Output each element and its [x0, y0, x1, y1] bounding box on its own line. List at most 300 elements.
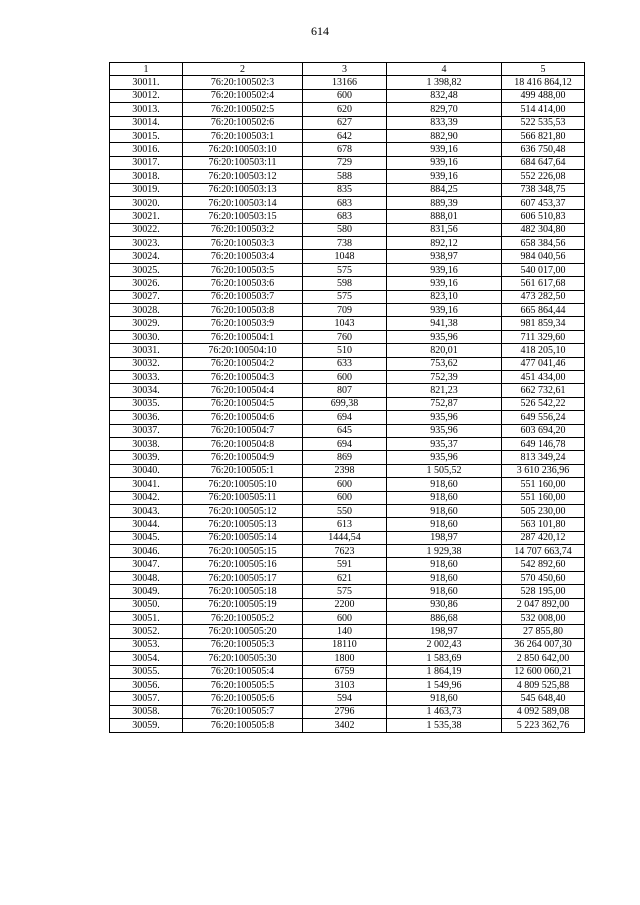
table-row — [110, 116, 585, 129]
table-row — [110, 638, 585, 651]
cadastral-number-cell: 76:20:100505:5 — [183, 678, 303, 691]
specific-value-cell: 821,23 — [387, 384, 502, 397]
row-number-cell: 30039. — [110, 451, 183, 464]
table-row — [110, 263, 585, 276]
cadastral-number-cell: 76:20:100505:12 — [183, 504, 303, 517]
specific-value-cell: 1 535,38 — [387, 719, 502, 732]
specific-value-cell: 1 398,82 — [387, 76, 502, 89]
area-cell: 678 — [303, 143, 387, 156]
cadastral-number-cell: 76:20:100505:11 — [183, 491, 303, 504]
cadastral-number-cell: 76:20:100505:15 — [183, 545, 303, 558]
row-number-cell: 30040. — [110, 464, 183, 477]
table-row — [110, 545, 585, 558]
row-number-cell: 30034. — [110, 384, 183, 397]
table-row — [110, 437, 585, 450]
area-cell: 683 — [303, 210, 387, 223]
table-row — [110, 652, 585, 665]
area-cell: 13166 — [303, 76, 387, 89]
cadastral-number-cell: 76:20:100503:2 — [183, 223, 303, 236]
specific-value-cell: 832,48 — [387, 89, 502, 102]
table-row — [110, 384, 585, 397]
cadastral-value-cell: 649 146,78 — [502, 437, 585, 450]
table-row — [110, 491, 585, 504]
cadastral-value-cell: 482 304,80 — [502, 223, 585, 236]
specific-value-cell: 198,97 — [387, 531, 502, 544]
row-number-cell: 30022. — [110, 223, 183, 236]
area-cell: 738 — [303, 237, 387, 250]
cadastral-value-cell: 526 542,22 — [502, 397, 585, 410]
cadastral-number-cell: 76:20:100504:7 — [183, 424, 303, 437]
table-row — [110, 571, 585, 584]
row-number-cell: 30054. — [110, 652, 183, 665]
specific-value-cell: 939,16 — [387, 156, 502, 169]
page-number: 614 — [311, 24, 329, 38]
cadastral-number-cell: 76:20:100503:15 — [183, 210, 303, 223]
row-number-cell: 30048. — [110, 571, 183, 584]
cadastral-value-cell: 12 600 060,21 — [502, 665, 585, 678]
area-cell: 600 — [303, 612, 387, 625]
cadastral-value-cell: 551 160,00 — [502, 478, 585, 491]
table-row — [110, 290, 585, 303]
table-row — [110, 277, 585, 290]
area-cell: 588 — [303, 170, 387, 183]
row-number-cell: 30021. — [110, 210, 183, 223]
cadastral-value-cell: 813 349,24 — [502, 451, 585, 464]
specific-value-cell: 892,12 — [387, 237, 502, 250]
cadastral-number-cell: 76:20:100504:4 — [183, 384, 303, 397]
cadastral-number-cell: 76:20:100505:2 — [183, 612, 303, 625]
cadastral-number-cell: 76:20:100505:20 — [183, 625, 303, 638]
specific-value-cell: 938,97 — [387, 250, 502, 263]
specific-value-cell: 753,62 — [387, 357, 502, 370]
cadastral-number-cell: 76:20:100504:1 — [183, 330, 303, 343]
cadastral-number-cell: 76:20:100505:30 — [183, 652, 303, 665]
area-cell: 598 — [303, 277, 387, 290]
cadastral-number-cell: 76:20:100505:6 — [183, 692, 303, 705]
specific-value-cell: 1 463,73 — [387, 705, 502, 718]
row-number-cell: 30018. — [110, 170, 183, 183]
specific-value-cell: 918,60 — [387, 558, 502, 571]
row-number-cell: 30013. — [110, 103, 183, 116]
row-number-cell: 30047. — [110, 558, 183, 571]
cadastral-number-cell: 76:20:100503:12 — [183, 170, 303, 183]
table-row — [110, 143, 585, 156]
table-row — [110, 344, 585, 357]
table-row — [110, 89, 585, 102]
cadastral-value-cell: 561 617,68 — [502, 277, 585, 290]
cadastral-value-cell: 606 510,83 — [502, 210, 585, 223]
cadastral-number-cell: 76:20:100505:4 — [183, 665, 303, 678]
row-number-cell: 30042. — [110, 491, 183, 504]
table-row — [110, 719, 585, 732]
column-header-3: 3 — [303, 63, 387, 76]
area-cell: 600 — [303, 370, 387, 383]
row-number-cell: 30027. — [110, 290, 183, 303]
table-row — [110, 585, 585, 598]
area-cell: 760 — [303, 330, 387, 343]
area-cell: 835 — [303, 183, 387, 196]
area-cell: 591 — [303, 558, 387, 571]
table-row — [110, 478, 585, 491]
area-cell: 642 — [303, 129, 387, 142]
cadastral-number-cell: 76:20:100504:3 — [183, 370, 303, 383]
cadastral-value-cell: 984 040,56 — [502, 250, 585, 263]
specific-value-cell: 918,60 — [387, 585, 502, 598]
cadastral-value-cell: 27 855,80 — [502, 625, 585, 638]
specific-value-cell: 930,86 — [387, 598, 502, 611]
cadastral-value-cell: 528 195,00 — [502, 585, 585, 598]
table-row — [110, 357, 585, 370]
area-cell: 3103 — [303, 678, 387, 691]
cadastral-number-cell: 76:20:100504:6 — [183, 411, 303, 424]
row-number-cell: 30058. — [110, 705, 183, 718]
row-number-cell: 30030. — [110, 330, 183, 343]
row-number-cell: 30041. — [110, 478, 183, 491]
cadastral-value-cell: 711 329,60 — [502, 330, 585, 343]
column-header-1: 1 — [110, 63, 183, 76]
specific-value-cell: 939,16 — [387, 170, 502, 183]
row-number-cell: 30043. — [110, 504, 183, 517]
cadastral-number-cell: 76:20:100505:14 — [183, 531, 303, 544]
area-cell: 683 — [303, 196, 387, 209]
cadastral-value-cell: 551 160,00 — [502, 491, 585, 504]
cadastral-value-cell: 603 694,20 — [502, 424, 585, 437]
row-number-cell: 30026. — [110, 277, 183, 290]
row-number-cell: 30019. — [110, 183, 183, 196]
table-row — [110, 612, 585, 625]
cadastral-value-cell: 2 850 642,00 — [502, 652, 585, 665]
area-cell: 645 — [303, 424, 387, 437]
cadastral-value-cell: 4 809 525,88 — [502, 678, 585, 691]
cadastral-value-cell: 636 750,48 — [502, 143, 585, 156]
cadastral-number-cell: 76:20:100503:4 — [183, 250, 303, 263]
cadastral-number-cell: 76:20:100503:1 — [183, 129, 303, 142]
table-row — [110, 304, 585, 317]
cadastral-value-cell: 2 047 892,00 — [502, 598, 585, 611]
cadastral-number-cell: 76:20:100505:16 — [183, 558, 303, 571]
specific-value-cell: 1 549,96 — [387, 678, 502, 691]
cadastral-number-cell: 76:20:100505:18 — [183, 585, 303, 598]
specific-value-cell: 935,96 — [387, 451, 502, 464]
row-number-cell: 30036. — [110, 411, 183, 424]
row-number-cell: 30031. — [110, 344, 183, 357]
specific-value-cell: 829,70 — [387, 103, 502, 116]
table-row — [110, 129, 585, 142]
table-row — [110, 531, 585, 544]
cadastral-value-cell: 570 450,60 — [502, 571, 585, 584]
cadastral-value-cell: 499 488,00 — [502, 89, 585, 102]
row-number-cell: 30049. — [110, 585, 183, 598]
area-cell: 694 — [303, 437, 387, 450]
area-cell: 620 — [303, 103, 387, 116]
specific-value-cell: 1 583,69 — [387, 652, 502, 665]
cadastral-number-cell: 76:20:100503:8 — [183, 304, 303, 317]
cadastral-value-cell: 684 647,64 — [502, 156, 585, 169]
table-row — [110, 692, 585, 705]
specific-value-cell: 941,38 — [387, 317, 502, 330]
area-cell: 1800 — [303, 652, 387, 665]
cadastral-number-cell: 76:20:100502:5 — [183, 103, 303, 116]
specific-value-cell: 752,87 — [387, 397, 502, 410]
area-cell: 2796 — [303, 705, 387, 718]
row-number-cell: 30012. — [110, 89, 183, 102]
specific-value-cell: 935,96 — [387, 424, 502, 437]
table-row — [110, 665, 585, 678]
row-number-cell: 30037. — [110, 424, 183, 437]
area-cell: 575 — [303, 263, 387, 276]
row-number-cell: 30024. — [110, 250, 183, 263]
cadastral-number-cell: 76:20:100502:4 — [183, 89, 303, 102]
row-number-cell: 30051. — [110, 612, 183, 625]
table-row — [110, 237, 585, 250]
specific-value-cell: 939,16 — [387, 277, 502, 290]
specific-value-cell: 935,96 — [387, 330, 502, 343]
cadastral-number-cell: 76:20:100503:10 — [183, 143, 303, 156]
table-row — [110, 397, 585, 410]
specific-value-cell: 882,90 — [387, 129, 502, 142]
table-row — [110, 76, 585, 89]
row-number-cell: 30033. — [110, 370, 183, 383]
cadastral-value-cell: 514 414,00 — [502, 103, 585, 116]
cadastral-value-cell: 542 892,60 — [502, 558, 585, 571]
table-row — [110, 250, 585, 263]
row-number-cell: 30028. — [110, 304, 183, 317]
cadastral-value-cell: 738 348,75 — [502, 183, 585, 196]
cadastral-value-cell: 36 264 007,30 — [502, 638, 585, 651]
row-number-cell: 30059. — [110, 719, 183, 732]
area-cell: 633 — [303, 357, 387, 370]
cadastral-value-cell: 658 384,56 — [502, 237, 585, 250]
cadastral-number-cell: 76:20:100503:11 — [183, 156, 303, 169]
cadastral-value-cell: 477 041,46 — [502, 357, 585, 370]
specific-value-cell: 918,60 — [387, 504, 502, 517]
row-number-cell: 30020. — [110, 196, 183, 209]
row-number-cell: 30025. — [110, 263, 183, 276]
row-number-cell: 30056. — [110, 678, 183, 691]
table-row — [110, 370, 585, 383]
row-number-cell: 30044. — [110, 518, 183, 531]
cadastral-number-cell: 76:20:100505:1 — [183, 464, 303, 477]
cadastral-number-cell: 76:20:100505:7 — [183, 705, 303, 718]
specific-value-cell: 752,39 — [387, 370, 502, 383]
cadastral-value-cell: 18 416 864,12 — [502, 76, 585, 89]
row-number-cell: 30052. — [110, 625, 183, 638]
row-number-cell: 30055. — [110, 665, 183, 678]
cadastral-value-cell: 522 535,53 — [502, 116, 585, 129]
cadastral-value-cell: 662 732,61 — [502, 384, 585, 397]
specific-value-cell: 888,01 — [387, 210, 502, 223]
specific-value-cell: 823,10 — [387, 290, 502, 303]
area-cell: 699,38 — [303, 397, 387, 410]
area-cell: 580 — [303, 223, 387, 236]
cadastral-number-cell: 76:20:100503:14 — [183, 196, 303, 209]
row-number-cell: 30014. — [110, 116, 183, 129]
table-row — [110, 464, 585, 477]
cadastral-number-cell: 76:20:100502:6 — [183, 116, 303, 129]
specific-value-cell: 198,97 — [387, 625, 502, 638]
row-number-cell: 30050. — [110, 598, 183, 611]
table-row — [110, 210, 585, 223]
cadastral-number-cell: 76:20:100505:10 — [183, 478, 303, 491]
specific-value-cell: 918,60 — [387, 692, 502, 705]
area-cell: 709 — [303, 304, 387, 317]
specific-value-cell: 935,37 — [387, 437, 502, 450]
cadastral-value-cell: 418 205,10 — [502, 344, 585, 357]
area-cell: 600 — [303, 89, 387, 102]
cadastral-value-cell: 563 101,80 — [502, 518, 585, 531]
cadastral-number-cell: 76:20:100504:10 — [183, 344, 303, 357]
table-row — [110, 156, 585, 169]
table-row — [110, 103, 585, 116]
area-cell: 807 — [303, 384, 387, 397]
area-cell: 550 — [303, 504, 387, 517]
cadastral-value-table — [109, 62, 585, 733]
specific-value-cell: 1 864,19 — [387, 665, 502, 678]
cadastral-number-cell: 76:20:100505:17 — [183, 571, 303, 584]
area-cell: 1444,54 — [303, 531, 387, 544]
cadastral-number-cell: 76:20:100502:3 — [183, 76, 303, 89]
specific-value-cell: 918,60 — [387, 478, 502, 491]
specific-value-cell: 935,96 — [387, 411, 502, 424]
area-cell: 600 — [303, 478, 387, 491]
cadastral-number-cell: 76:20:100503:9 — [183, 317, 303, 330]
area-cell: 140 — [303, 625, 387, 638]
row-number-cell: 30011. — [110, 76, 183, 89]
table-row — [110, 170, 585, 183]
area-cell: 575 — [303, 585, 387, 598]
cadastral-number-cell: 76:20:100505:13 — [183, 518, 303, 531]
row-number-cell: 30023. — [110, 237, 183, 250]
specific-value-cell: 1 505,52 — [387, 464, 502, 477]
row-number-cell: 30053. — [110, 638, 183, 651]
area-cell: 627 — [303, 116, 387, 129]
area-cell: 18110 — [303, 638, 387, 651]
specific-value-cell: 918,60 — [387, 518, 502, 531]
table-row — [110, 558, 585, 571]
row-number-cell: 30029. — [110, 317, 183, 330]
cadastral-number-cell: 76:20:100505:3 — [183, 638, 303, 651]
cadastral-number-cell: 76:20:100504:8 — [183, 437, 303, 450]
specific-value-cell: 884,25 — [387, 183, 502, 196]
area-cell: 7623 — [303, 545, 387, 558]
table-row — [110, 330, 585, 343]
table-row — [110, 223, 585, 236]
row-number-cell: 30038. — [110, 437, 183, 450]
area-cell: 2398 — [303, 464, 387, 477]
area-cell: 1043 — [303, 317, 387, 330]
cadastral-number-cell: 76:20:100503:13 — [183, 183, 303, 196]
row-number-cell: 30032. — [110, 357, 183, 370]
area-cell: 621 — [303, 571, 387, 584]
cadastral-number-cell: 76:20:100504:9 — [183, 451, 303, 464]
table-row — [110, 625, 585, 638]
specific-value-cell: 918,60 — [387, 491, 502, 504]
cadastral-number-cell: 76:20:100505:19 — [183, 598, 303, 611]
specific-value-cell: 918,60 — [387, 571, 502, 584]
table-row — [110, 411, 585, 424]
table-row — [110, 705, 585, 718]
cadastral-value-cell: 287 420,12 — [502, 531, 585, 544]
specific-value-cell: 2 002,43 — [387, 638, 502, 651]
cadastral-number-cell: 76:20:100504:5 — [183, 397, 303, 410]
area-cell: 510 — [303, 344, 387, 357]
table-row — [110, 504, 585, 517]
cadastral-number-cell: 76:20:100503:3 — [183, 237, 303, 250]
table-row — [110, 196, 585, 209]
row-number-cell: 30017. — [110, 156, 183, 169]
area-cell: 594 — [303, 692, 387, 705]
specific-value-cell: 886,68 — [387, 612, 502, 625]
column-header-4: 4 — [387, 63, 502, 76]
area-cell: 613 — [303, 518, 387, 531]
specific-value-cell: 833,39 — [387, 116, 502, 129]
table-body — [110, 76, 585, 732]
area-cell: 3402 — [303, 719, 387, 732]
table-row — [110, 424, 585, 437]
cadastral-value-cell: 552 226,08 — [502, 170, 585, 183]
cadastral-value-cell: 540 017,00 — [502, 263, 585, 276]
cadastral-value-cell: 4 092 589,08 — [502, 705, 585, 718]
row-number-cell: 30015. — [110, 129, 183, 142]
area-cell: 575 — [303, 290, 387, 303]
table-row — [110, 598, 585, 611]
row-number-cell: 30035. — [110, 397, 183, 410]
cadastral-value-cell: 3 610 236,96 — [502, 464, 585, 477]
cadastral-value-cell: 14 707 663,74 — [502, 545, 585, 558]
row-number-cell: 30046. — [110, 545, 183, 558]
table-row — [110, 518, 585, 531]
cadastral-number-cell: 76:20:100503:7 — [183, 290, 303, 303]
cadastral-value-cell: 981 859,34 — [502, 317, 585, 330]
area-cell: 869 — [303, 451, 387, 464]
column-header-5: 5 — [502, 63, 585, 76]
area-cell: 600 — [303, 491, 387, 504]
cadastral-value-cell: 5 223 362,76 — [502, 719, 585, 732]
specific-value-cell: 889,39 — [387, 196, 502, 209]
table-row — [110, 183, 585, 196]
cadastral-value-cell: 607 453,37 — [502, 196, 585, 209]
specific-value-cell: 939,16 — [387, 143, 502, 156]
column-header-2: 2 — [183, 63, 303, 76]
cadastral-value-cell: 505 230,00 — [502, 504, 585, 517]
area-cell: 729 — [303, 156, 387, 169]
cadastral-number-cell: 76:20:100503:6 — [183, 277, 303, 290]
cadastral-value-cell: 532 008,00 — [502, 612, 585, 625]
cadastral-value-cell: 473 282,50 — [502, 290, 585, 303]
row-number-cell: 30016. — [110, 143, 183, 156]
table-row — [110, 451, 585, 464]
specific-value-cell: 831,56 — [387, 223, 502, 236]
area-cell: 694 — [303, 411, 387, 424]
area-cell: 1048 — [303, 250, 387, 263]
specific-value-cell: 1 929,38 — [387, 545, 502, 558]
cadastral-number-cell: 76:20:100505:8 — [183, 719, 303, 732]
cadastral-value-cell: 566 821,80 — [502, 129, 585, 142]
cadastral-value-cell: 665 864,44 — [502, 304, 585, 317]
area-cell: 2200 — [303, 598, 387, 611]
table-header-row — [110, 63, 585, 76]
specific-value-cell: 939,16 — [387, 263, 502, 276]
table-row — [110, 317, 585, 330]
area-cell: 6759 — [303, 665, 387, 678]
row-number-cell: 30057. — [110, 692, 183, 705]
row-number-cell: 30045. — [110, 531, 183, 544]
table-row — [110, 678, 585, 691]
cadastral-value-cell: 545 648,40 — [502, 692, 585, 705]
cadastral-value-cell: 649 556,24 — [502, 411, 585, 424]
cadastral-value-cell: 451 434,00 — [502, 370, 585, 383]
specific-value-cell: 820,01 — [387, 344, 502, 357]
